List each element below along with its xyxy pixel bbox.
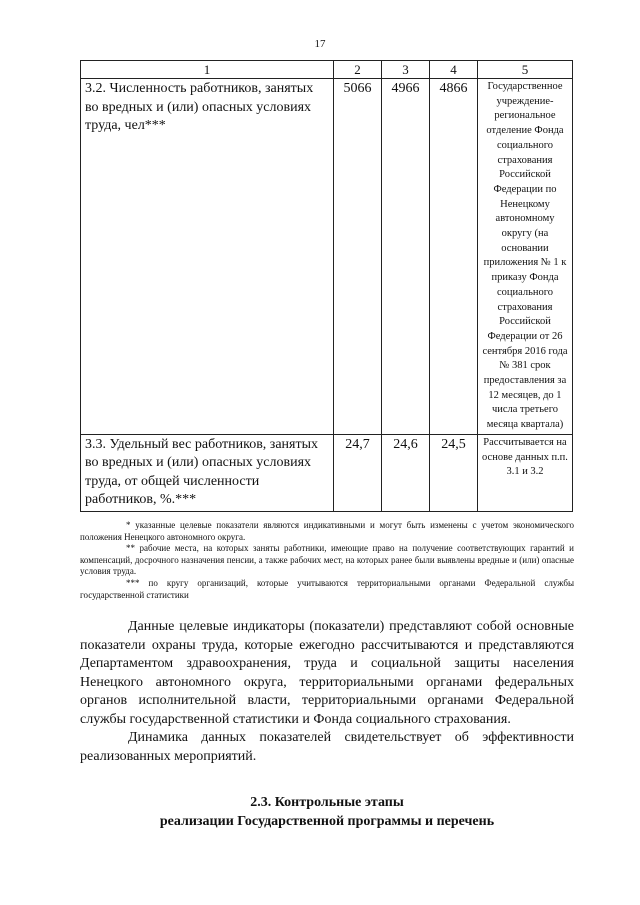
column-header: 2 bbox=[334, 61, 382, 79]
paragraph: Динамика данных показателей свидетельствует об эффективности реализованных мероприятий. bbox=[80, 730, 574, 764]
paragraph: Данные целевые индикаторы (показатели) представляют собой основные показатели охраны труда, которые ежегодно рассчитываются и представляются Департаментом здравоохранения, труда и социальной защиты населения Ненецкого автономного округа, территориальными органами федеральных органов исполнительной власти, территориальными органами Федеральной службы государственной статистики и Фонда социального страхования. bbox=[80, 619, 574, 727]
indicator-value: 24,5 bbox=[430, 434, 478, 511]
footnote: ** рабочие места, на которых заняты работники, имеющие право на получение соответствующих гарантий и компенсаций, досрочного назначения пенсии, а также рабочих мест, на которых ранее были выявлены вредные и (или) опасные условия труда. bbox=[80, 543, 574, 577]
footnotes bbox=[80, 520, 574, 601]
indicator-source: Государственное учреждение-региональное отделение Фонда социального страхования Российской Федерации по Ненецкому автономному округу (на основании приложения № 1 к приказу Фонда социального страхования Российской Федерации от 26 сентября 2016 года № 381 срок предоставления за 12 месяцев, до 1 числа третьего месяца квартала) bbox=[478, 79, 573, 435]
indicator-source: Рассчитывается на основе данных п.п. 3.1 и 3.2 bbox=[478, 434, 573, 511]
table-row bbox=[81, 79, 573, 435]
indicator-value: 4966 bbox=[382, 79, 430, 435]
section-heading bbox=[80, 793, 574, 831]
body-text bbox=[80, 618, 574, 766]
indicator-value: 4866 bbox=[430, 79, 478, 435]
table-header-row bbox=[81, 61, 573, 79]
indicators-table bbox=[80, 60, 573, 512]
indicator-value: 24,7 bbox=[334, 434, 382, 511]
column-header: 4 bbox=[430, 61, 478, 79]
indicator-name: 3.2. Численность работников, занятых во вредных и (или) опасных условиях труда, чел*** bbox=[81, 79, 334, 435]
table-row bbox=[81, 434, 573, 511]
page-number: 17 bbox=[314, 38, 326, 50]
section-heading-line: реализации Государственной программы и перечень bbox=[159, 814, 495, 829]
column-header: 3 bbox=[382, 61, 430, 79]
indicator-value: 24,6 bbox=[382, 434, 430, 511]
footnote: *** по кругу организаций, которые учитываются территориальными органами Федеральной службы государственной статистики bbox=[80, 577, 574, 600]
indicator-value: 5066 bbox=[334, 79, 382, 435]
section-heading-line: 2.3. Контрольные этапы bbox=[250, 795, 404, 810]
indicator-name: 3.3. Удельный вес работников, занятых во вредных и (или) опасных условиях труда, от общей численности работников, %.*** bbox=[81, 434, 334, 511]
column-header: 5 bbox=[478, 61, 573, 79]
footnote: * указанные целевые показатели являются индикативными и могут быть изменены с учетом экономического положения Ненецкого автономного округа. bbox=[80, 520, 574, 542]
column-header: 1 bbox=[81, 61, 334, 79]
